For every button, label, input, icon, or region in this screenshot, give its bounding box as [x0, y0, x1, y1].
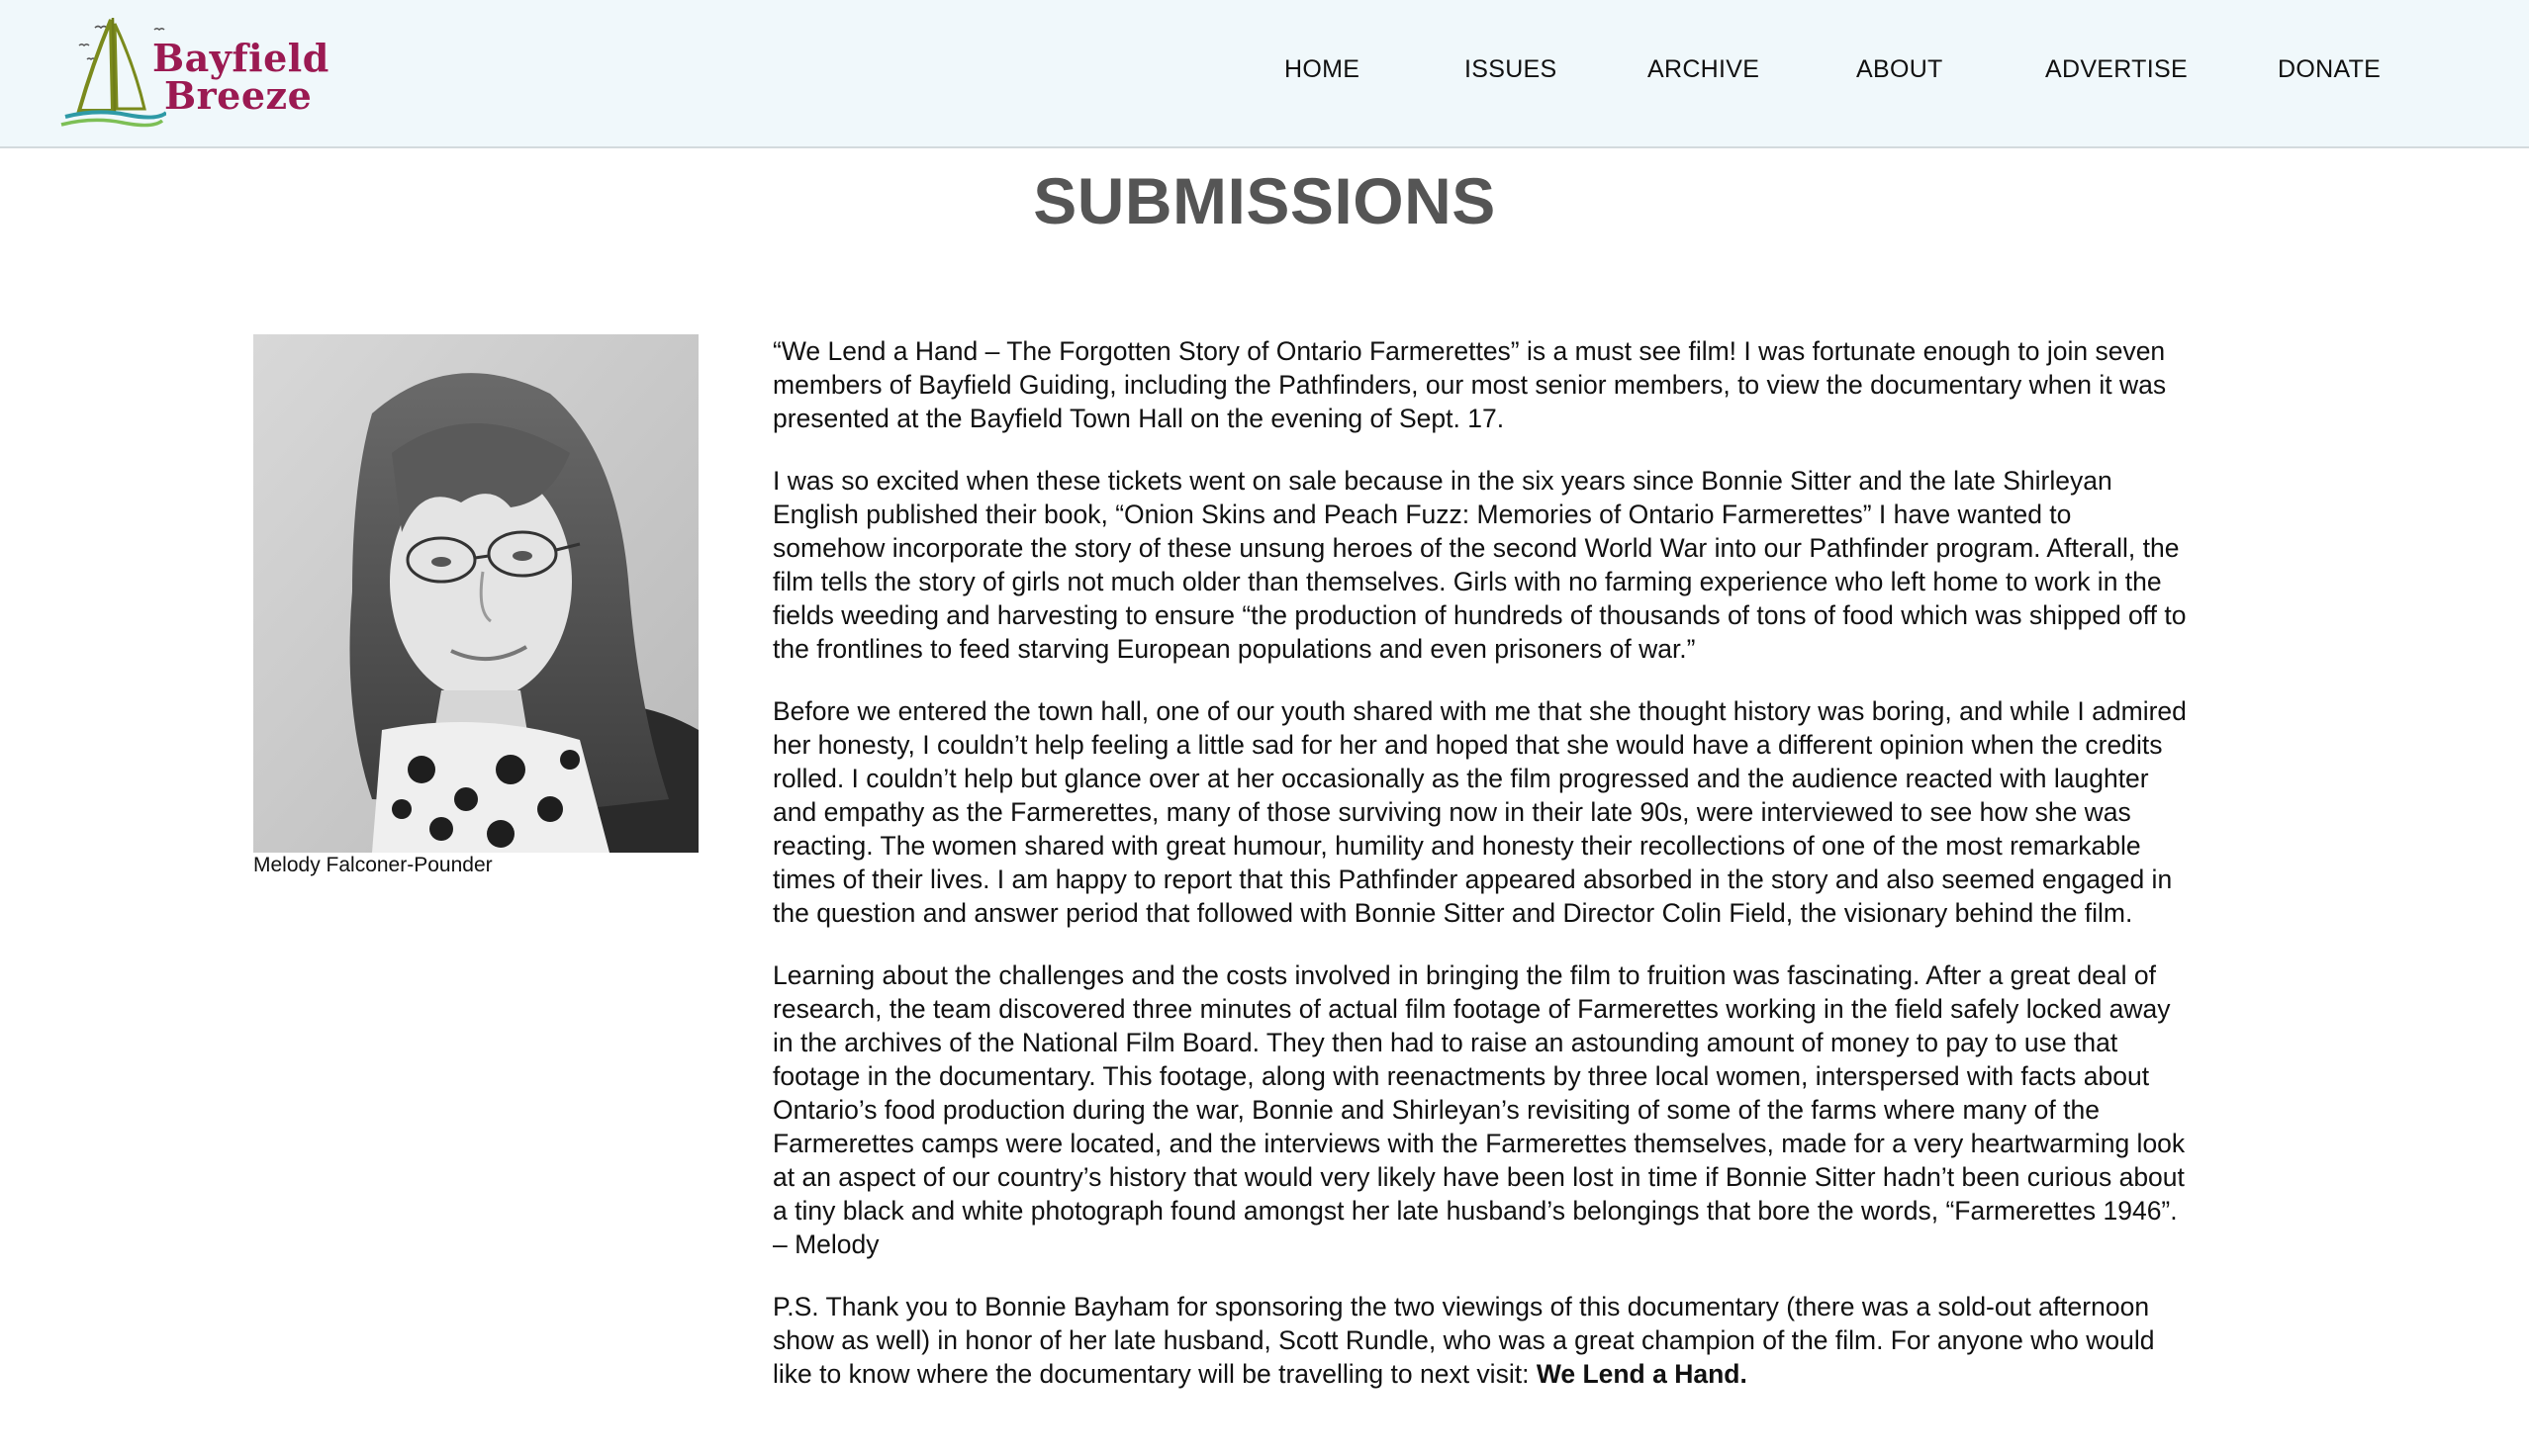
article-body — [773, 334, 2188, 1419]
logo-line-2: Breeze — [164, 73, 313, 118]
article-paragraph-5 — [773, 1290, 2188, 1391]
nav-issues[interactable]: ISSUES — [1464, 55, 1557, 83]
nav-donate[interactable]: DONATE — [2278, 55, 2382, 83]
article-paragraph-1: “We Lend a Hand – The Forgotten Story of Ontario Farmerettes” is a must see film! I was fortunate enough to join seven members of Bayfield Guiding, including the Pathfinders, our most senior members, to view the documentary when it was presented at the Bayfield Town Hall on the evening of Sept. 17. — [773, 336, 2167, 433]
logo-line-1: Bayfield — [152, 36, 329, 80]
nav-archive[interactable]: ARCHIVE — [1647, 55, 1760, 83]
nav-about[interactable]: ABOUT — [1856, 55, 1943, 83]
article-paragraph-5-text: P.S. Thank you to Bonnie Bayham for sponsoring the two viewings of this documentary (there was a sold-out afternoon show as well) in honor of her late husband, Scott Rundle, who was a great champion of the film. For anyone who would like to know where the documentary will be travelling to next visit: — [773, 1292, 2155, 1389]
nav-advertise[interactable]: ADVERTISE — [2045, 55, 2188, 83]
site-header — [0, 0, 2529, 148]
article-paragraph-2: I was so excited when these tickets went on sale because in the six years since Bonnie Sitter and the late Shirleyan English published their book, “Onion Skins and Peach Fuzz: Memories of Ontario Farmerettes” I have wanted to somehow incorporate the story of these unsung heroes of the second World War into our Pathfinder program. Afterall, the film tells the story of girls not much older than themselves. Girls with no farming experience who left home to work in the fields weeding and harvesting to ensure “the production of hundreds of thousands of tons of food which was shipped off to the frontlines to feed starving European populations and even prisoners of war.” — [773, 466, 2187, 664]
author-photo — [253, 334, 699, 853]
article-paragraph-4: Learning about the challenges and the costs involved in bringing the film to fruition was fascinating. After a great deal of research, the team discovered three minutes of actual film footage of Farmerettes working in the field safely locked away in the archives of the National Film Board. They then had to raise an astounding amount of money to pay to use that footage in the documentary. This footage, along with reenactments by three local women, interspersed with facts about Ontario’s food production during the war, Bonnie and Shirleyan’s revisiting of some of the farms where many of the Farmerettes camps were located, and the interviews with the Farmerettes themselves, made for a very heartwarming look at an aspect of our country’s history that would very likely have been lost in time if Bonnie Sitter hadn’t been curious about a tiny black and white photograph found amongst her late husband’s belongings that bore the words, “Farmerettes 1946”. – Melody — [773, 960, 2186, 1259]
page-title: SUBMISSIONS — [1033, 164, 1496, 237]
we-lend-a-hand-link[interactable]: We Lend a Hand. — [1536, 1359, 1747, 1389]
photo-caption: Melody Falconer-Pounder — [253, 854, 493, 876]
article-paragraph-3: Before we entered the town hall, one of our youth shared with me that she thought history was boring, and while I admired her honesty, I couldn’t help feeling a little sad for her and hoped that she would have a different opinion when the credits rolled. I couldn’t help but glance over at her occasionally as the film progressed and the audience reacted with laughter and empathy as the Farmerettes, many of those surviving now in their late 90s, were interviewed to see how she was reacting. The women shared with great humour, humility and honesty their recollections of one of the most remarkable times of their lives. I am happy to report that this Pathfinder appeared absorbed in the story and also seemed engaged in the question and answer period that followed with Bonnie Sitter and Director Colin Field, the visionary behind the film. — [773, 696, 2187, 928]
main-nav — [0, 51, 2529, 87]
nav-home[interactable]: HOME — [1284, 55, 1360, 83]
